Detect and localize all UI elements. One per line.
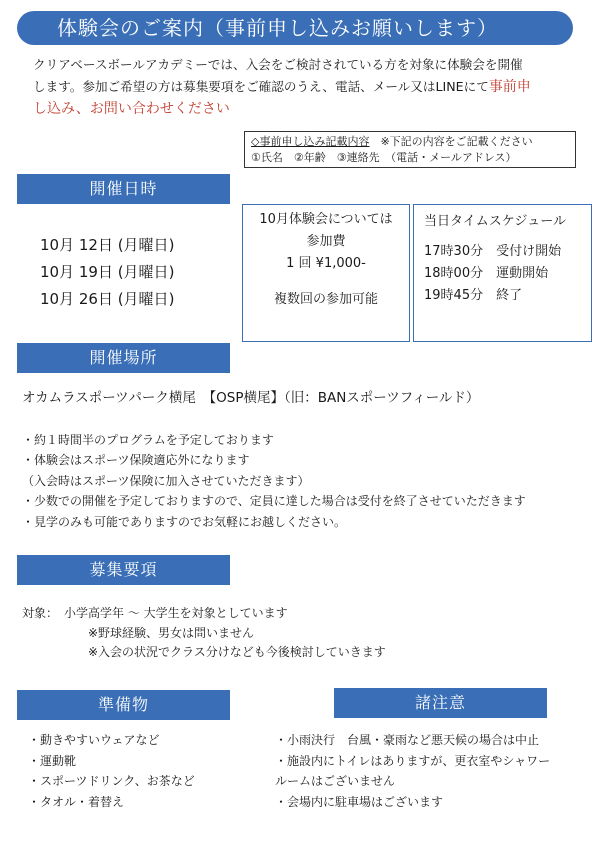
list-item: ・約１時間半のプログラムを予定しております (22, 433, 274, 447)
list-item: （入会時はスポーツ保険に加入させていただきます） (22, 473, 310, 488)
note-heading: ◇事前申し込み記載内容 (251, 135, 370, 148)
section-header-cautions: 諸注意 (334, 688, 547, 718)
list-item: ・少数での開催を予定しておりますので、定員に達した場合は受付を終了させていただきます (22, 494, 526, 509)
recruitment-details (22, 604, 386, 663)
fee-line-1: 10月体験会については (259, 212, 393, 227)
list-item: ・運動靴 (28, 753, 77, 768)
list-item: ・見学のみも可能でありますのでお気軽にお越しください。 (22, 514, 347, 529)
note-heading-line (251, 134, 569, 150)
intro-line-3-highlight: し込み、お問い合わせください (33, 101, 230, 117)
section-header-preparation: 準備物 (17, 690, 230, 720)
event-dates-list (40, 232, 174, 313)
preparation-list (28, 730, 195, 812)
target-note: ※入会の状況でクラス分けなども今後検討していきます (88, 645, 386, 659)
venue-name: オカムラスポーツパーク横尾 【OSP横尾】（旧：BANスポーツフィールド） (22, 390, 480, 406)
intro-line-2 (33, 76, 573, 98)
list-item: ・動きやすいウェアなど (28, 733, 160, 747)
target-line: 対象： 小学高学年 〜 大学生を対象としています (22, 606, 288, 620)
schedule-box (413, 204, 592, 342)
page-title-banner (17, 11, 573, 45)
note-heading-suffix: ※下記の内容をご記載ください (369, 135, 533, 148)
page-title: 体験会のご案内（事前申し込みお願いします） (57, 16, 498, 40)
fee-note: 複数回の参加可能 (273, 292, 378, 307)
list-item: ・スポーツドリンク、お茶など (28, 774, 195, 788)
list-item: ・会場内に駐車場はございます (275, 794, 444, 809)
intro-line-1: クリアベースボールアカデミーでは、入会をご検討されている方を対象に体験会を開催 (33, 57, 523, 72)
event-date: 10月 26日 (月曜日) (40, 290, 175, 308)
event-date: 10月 19日 (月曜日) (40, 263, 175, 281)
event-notes-list (22, 430, 526, 532)
intro-line-2-text: します。参加ご希望の方は募集要項をご確認のうえ、電話、メール又はLINEにて (33, 79, 489, 94)
list-item: ルームはございません (275, 774, 396, 788)
section-header-venue: 開催場所 (17, 343, 230, 373)
section-header-dates: 開催日時 (17, 174, 230, 204)
schedule-row: 19時45分 終了 (424, 288, 523, 303)
schedule-row: 18時00分 運動開始 (424, 266, 549, 281)
schedule-title: 当日タイムスケジュール (424, 214, 566, 229)
list-item: ・タオル・着替え (28, 794, 125, 809)
schedule-row: 17時30分 受付け開始 (424, 244, 562, 259)
list-item: ・体験会はスポーツ保険適応外になります (22, 453, 250, 468)
fee-box (242, 204, 410, 342)
list-item: ・小雨決行 台風・豪雨など悪天候の場合は中止 (275, 733, 540, 747)
cautions-list (275, 730, 550, 812)
event-date: 10月 12日 (月曜日) (40, 236, 175, 254)
intro-paragraph (33, 54, 573, 120)
note-items: ①氏名 ②年齢 ③連絡先 （電話・メールアドレス） (251, 151, 517, 164)
target-note: ※野球経験、男女は問いません (88, 625, 255, 640)
fee-line-2: 参加費 (306, 234, 346, 249)
fee-amount: 1 回 ¥1,000- (286, 256, 366, 271)
application-note-box (244, 131, 576, 168)
list-item: ・施設内にトイレはありますが、更衣室やシャワー (275, 753, 551, 768)
intro-line-2-highlight: 事前申 (488, 79, 531, 95)
section-header-recruitment: 募集要項 (17, 555, 230, 585)
